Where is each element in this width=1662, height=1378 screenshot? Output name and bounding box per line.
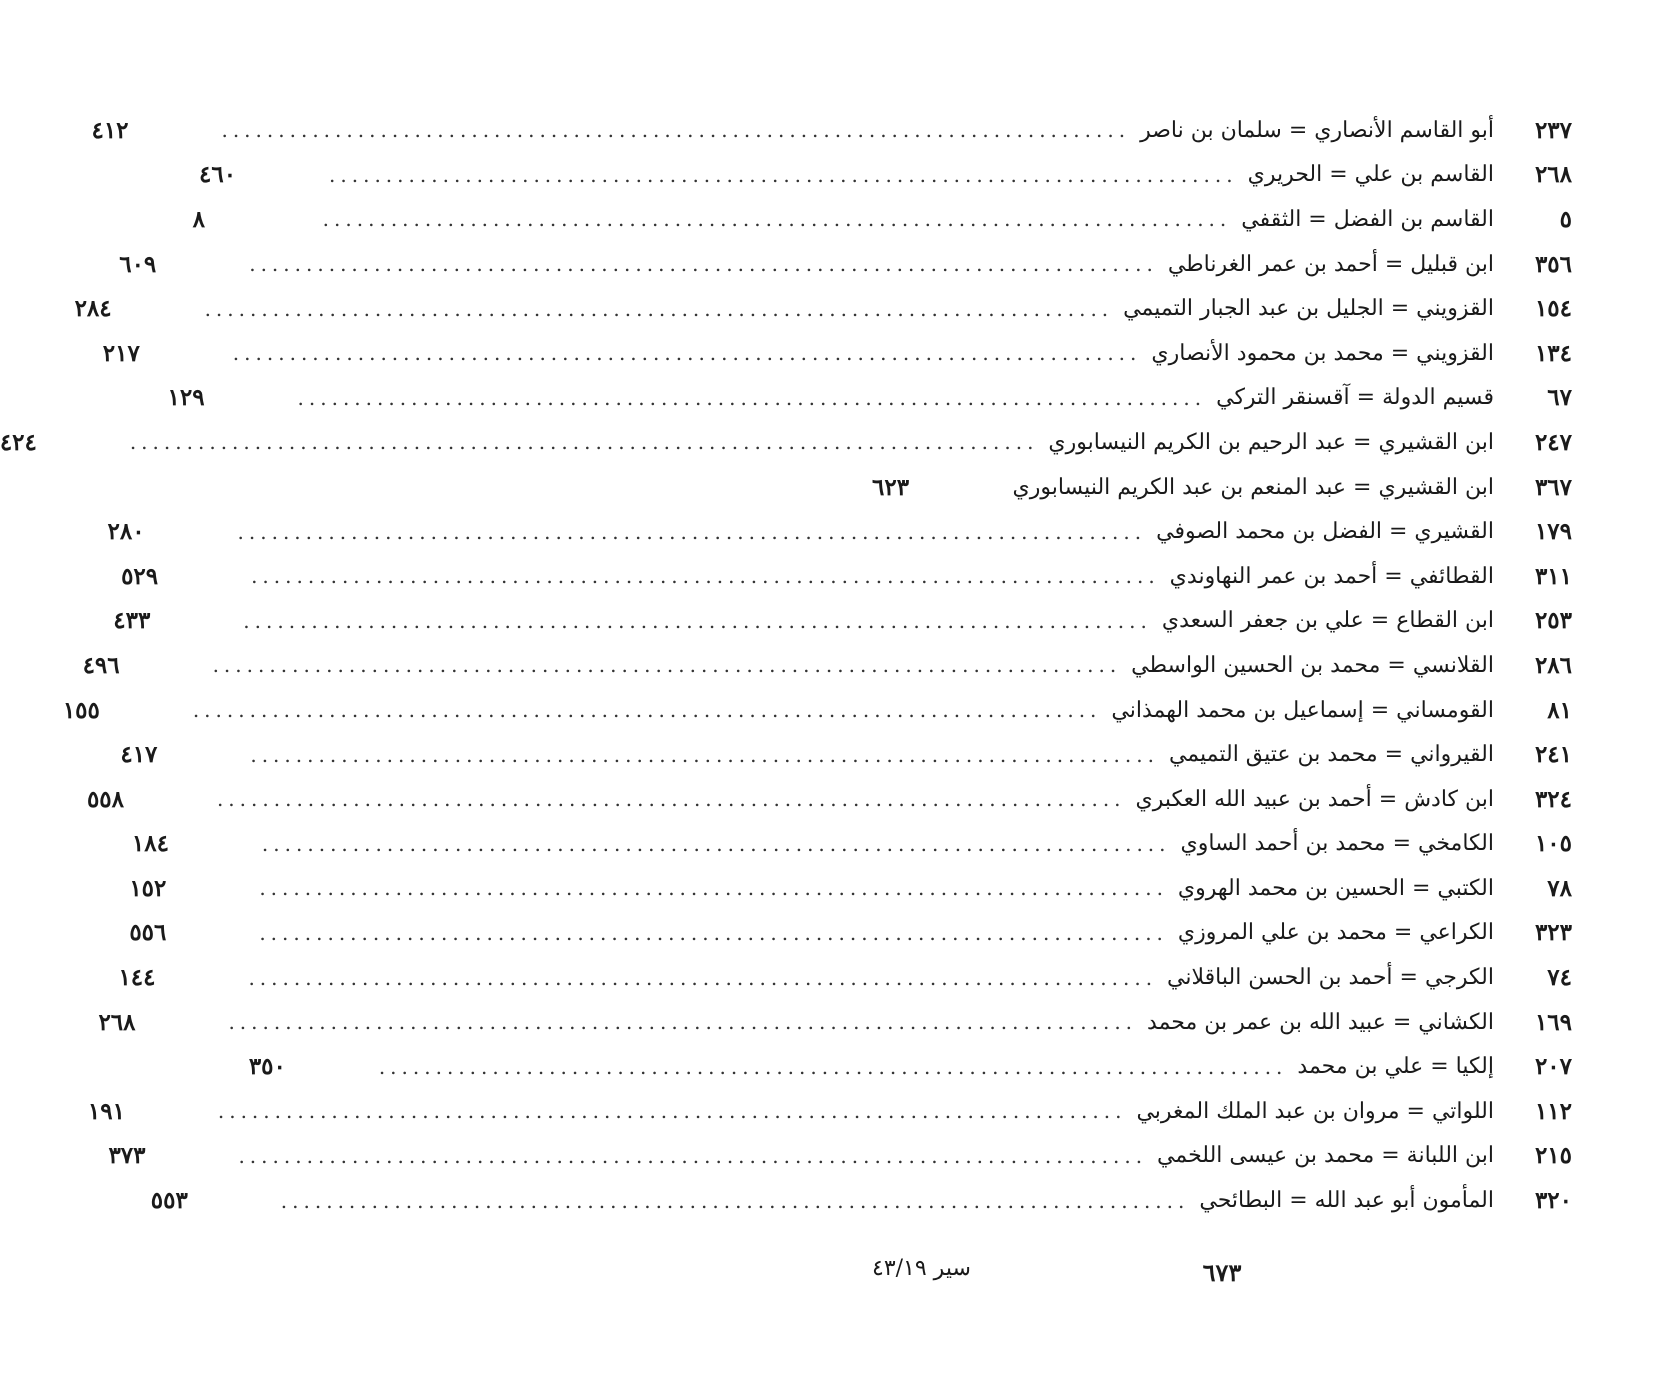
page-number: ٦٧٣ [1202,1258,1242,1287]
index-entry [248,1044,1572,1089]
entry-number: ٢٠٧ [1534,1053,1572,1081]
entry-number: ٢٦٨ [1534,161,1572,189]
entry-number: ٢٤٧ [1534,428,1572,456]
index-entry [107,509,1572,554]
entry-name: القومساني = إسماعيل بن محمد الهمذاني [1111,697,1494,723]
entry-page: ٤٢٤ [0,428,37,456]
dot-leader: ................................................................................ [322,207,1232,232]
index-list [0,108,1572,1223]
index-entry [199,153,1572,198]
entry-page: ٨ [192,205,206,233]
dot-leader: ................................................................................ [378,1054,1288,1079]
entry-name: المأمون أبو عبد الله = البطائحي [1199,1188,1494,1214]
entry-page: ١٩١ [87,1097,125,1125]
entry-number: ٣٦٧ [1534,473,1572,501]
entry-name: القيرواني = محمد بن عتيق التميمي [1168,742,1494,768]
entry-number: ٦٧ [1547,384,1572,412]
entry-page: ٤٣٣ [113,607,151,635]
entry-page: ٥٥٣ [150,1187,188,1215]
dot-leader: ................................................................................ [212,653,1122,678]
dot-leader: ................................................................................ [248,965,1158,990]
entry-name: ابن القشيري = عبد الرحيم بن الكريم النيسابوري [1048,429,1494,455]
index-entry [118,955,1572,1000]
dot-leader: ................................................................................ [129,430,1039,455]
entry-page: ٥٥٨ [86,785,124,813]
entry-name: قسيم الدولة = آقسنقر التركي [1216,385,1494,411]
entry-number: ١١٢ [1534,1097,1572,1125]
entry-number: ٧٨ [1547,874,1572,902]
entry-number: ٢٣٧ [1534,116,1572,144]
entry-number: ١٦٩ [1534,1008,1572,1036]
dot-leader: ................................................................................ [192,698,1102,723]
entry-name: ابن كادش = أحمد بن عبيد الله العكبري [1135,786,1494,812]
entry-name: الكرجي = أحمد بن الحسن الباقلاني [1167,965,1494,991]
index-entry [113,599,1572,644]
dot-leader: ................................................................................ [280,1188,1190,1213]
index-entry [82,643,1572,688]
dot-leader: ................................................................................ [238,1143,1148,1168]
index-entry [120,732,1572,777]
entry-name: القزويني = الجليل بن عبد الجبار التميمي [1123,296,1494,322]
entry-number: ٨١ [1547,696,1572,724]
entry-number: ١٠٥ [1534,830,1572,858]
dot-leader: ................................................................................ [232,341,1142,366]
entry-page: ٢١٧ [102,339,140,367]
index-entry [129,911,1572,956]
entry-page: ١٤٤ [118,964,156,992]
entry-page: ١٢٩ [167,384,205,412]
dot-leader: ................................................................................ [237,519,1147,544]
entry-page: ٢٦٨ [98,1008,136,1036]
entry-page: ٢٨٠ [107,518,145,546]
entry-name: ابن القشيري = عبد المنعم بن عبد الكريم النيسابوري [1012,474,1494,500]
entry-number: ٢٥٣ [1534,607,1572,635]
dot-leader: ................................................................................ [259,920,1168,945]
entry-number: ٣٢٤ [1534,785,1572,813]
entry-number: ٣٢٠ [1534,1187,1572,1215]
index-entry [98,1000,1572,1045]
entry-page: ٤٩٦ [82,651,120,679]
entry-page: ٤١٧ [120,741,158,769]
dot-leader: ................................................................................ [221,118,1131,143]
index-entry [129,866,1572,911]
dot-leader: ................................................................................ [329,162,1238,187]
entry-page: ٤٦٠ [199,161,237,189]
entry-page: ٢٨٤ [74,295,112,323]
entry-name: الكتبي = الحسين بن محمد الهروي [1177,875,1494,901]
entry-name: ابن القطاع = علي بن جعفر السعدي [1161,608,1494,634]
index-entry [62,688,1572,733]
entry-number: ٢١٥ [1534,1142,1572,1170]
index-entry [131,822,1572,867]
dot-leader: ................................................................................ [250,742,1159,767]
printer-signature: سير ٤٣/١٩ [872,1256,971,1281]
entry-name: القلانسي = محمد بن الحسين الواسطي [1131,652,1494,678]
entry-page: ٥٥٦ [129,919,167,947]
dot-leader: ................................................................................ [228,1010,1138,1035]
entry-number: ١٣٤ [1534,339,1572,367]
entry-number: ١٥٤ [1534,295,1572,323]
entry-name: الكراعي = محمد بن علي المروزي [1177,920,1494,946]
entry-number: ١٧٩ [1534,518,1572,546]
index-entry [102,331,1572,376]
entry-name: إلكيا = علي بن محمد [1297,1054,1494,1080]
entry-number: ٢٤١ [1534,741,1572,769]
entry-name: ابن قبليل = أحمد بن عمر الغرناطي [1167,251,1494,277]
entry-number: ٣١١ [1534,562,1572,590]
entry-name: القزويني = محمد بن محمود الأنصاري [1151,340,1494,366]
dot-leader: ................................................................................ [217,1099,1127,1124]
dot-leader: ................................................................................ [249,252,1158,277]
entry-number: ٢٨٦ [1534,651,1572,679]
entry-number: ٧٤ [1547,964,1572,992]
entry-number: ٣٢٣ [1534,919,1572,947]
entry-name: الكامخي = محمد بن أحمد الساوي [1180,831,1494,857]
entry-page: ٣٧٣ [108,1142,146,1170]
dot-leader: ................................................................................ [251,564,1160,589]
index-entry [87,1089,1572,1134]
dot-leader: ................................................................................ [261,831,1171,856]
index-entry [0,420,1572,465]
entry-name: القاسم بن الفضل = الثقفي [1241,206,1494,232]
index-entry [86,777,1572,822]
dot-leader [1002,475,1003,499]
index-entry [119,242,1572,287]
entry-name: ابن اللبانة = محمد بن عيسى اللخمي [1157,1143,1494,1169]
entry-page: ١٨٤ [131,830,169,858]
entry-number: ٥ [1559,205,1572,233]
index-entry [108,1134,1572,1179]
index-entry [872,465,1572,510]
index-entry [91,108,1572,153]
dot-leader: ................................................................................ [243,608,1152,633]
entry-name: القطائفي = أحمد بن عمر النهاوندي [1169,563,1494,589]
index-entry [74,286,1572,331]
index-entry [192,197,1572,242]
entry-page: ٣٥٠ [248,1053,286,1081]
dot-leader: ................................................................................ [204,296,1114,321]
entry-number: ٣٥٦ [1534,250,1572,278]
index-entry [150,1178,1572,1223]
entry-name: أبو القاسم الأنصاري = سلمان بن ناصر [1140,117,1494,143]
dot-leader: ................................................................................ [297,385,1207,410]
entry-name: القشيري = الفضل بن محمد الصوفي [1156,519,1494,545]
dot-leader: ................................................................................ [259,876,1168,901]
entry-page: ٤١٢ [91,116,129,144]
entry-name: الكشاني = عبيد الله بن عمر بن محمد [1147,1009,1494,1035]
index-entry [121,554,1572,599]
entry-name: اللواتي = مروان بن عبد الملك المغربي [1136,1098,1494,1124]
entry-page: ٦٢٣ [872,473,910,501]
index-entry [167,376,1572,421]
entry-page: ١٥٥ [62,696,100,724]
entry-name: القاسم بن علي = الحريري [1247,162,1494,188]
entry-page: ٥٢٩ [121,562,159,590]
dot-leader: ................................................................................ [216,787,1126,812]
entry-page: ٦٠٩ [119,250,157,278]
entry-page: ١٥٢ [129,874,167,902]
